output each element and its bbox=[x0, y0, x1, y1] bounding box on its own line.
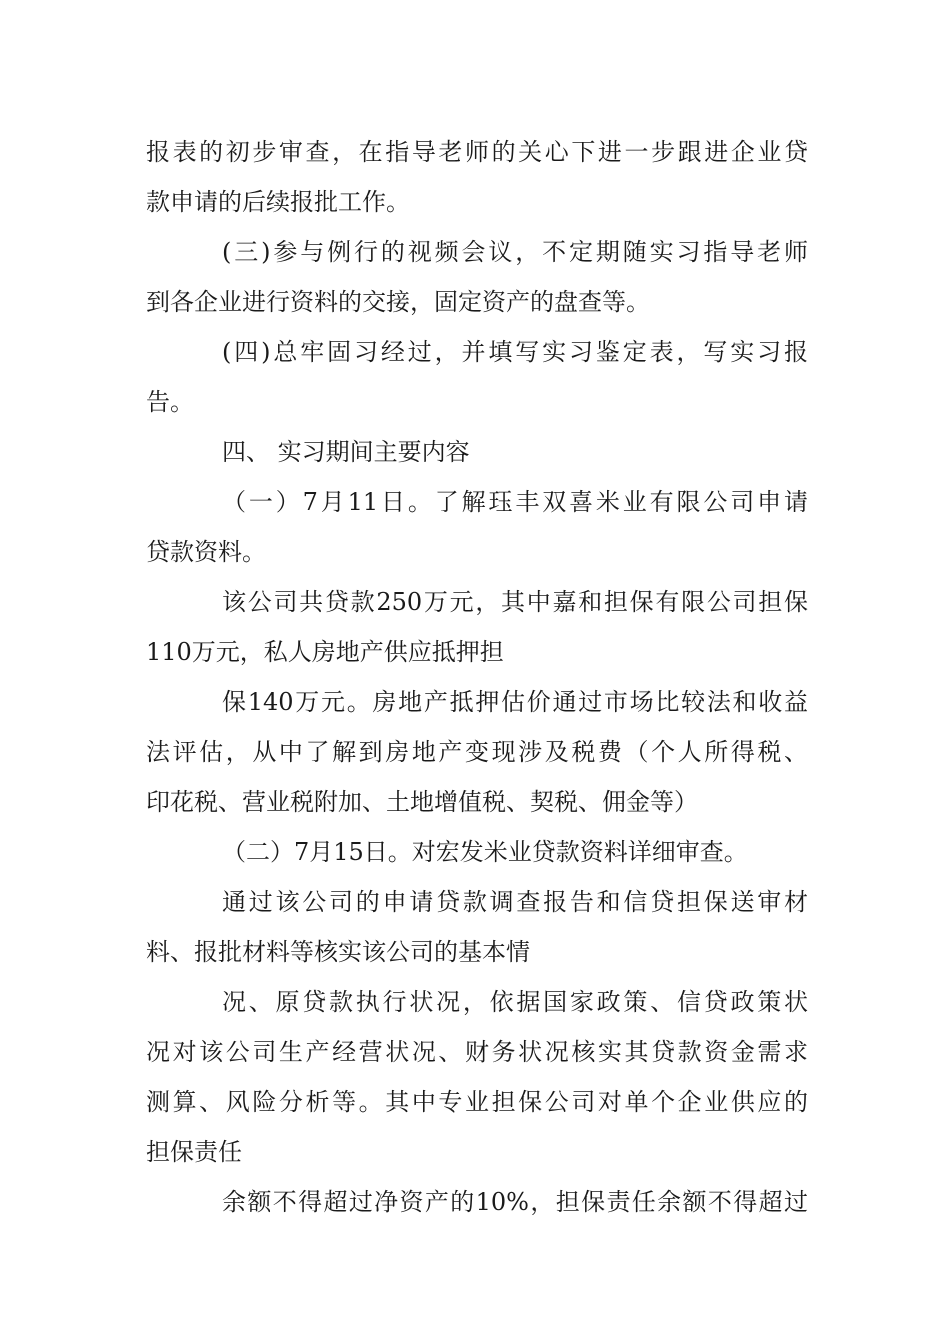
text-line: (三)参与例行的视频会议，不定期随实习指导老师 bbox=[222, 238, 808, 266]
text-line: 担保责任 bbox=[146, 1138, 242, 1166]
text-line: 料、报批材料等核实该公司的基本情 bbox=[146, 938, 530, 966]
text-line: 告。 bbox=[146, 388, 194, 416]
text-line: （二）7月15日。对宏发米业贷款资料详细审查。 bbox=[222, 838, 748, 866]
text-line: 况、原贷款执行状况，依据国家政策、信贷政策状 bbox=[222, 988, 808, 1016]
text-line: 余额不得超过净资产的10%，担保责任余额不得超过 bbox=[222, 1188, 808, 1216]
text-line: 测算、风险分析等。其中专业担保公司对单个企业供应的 bbox=[146, 1088, 808, 1116]
text-line: 110万元，私人房地产供应抵押担 bbox=[146, 638, 504, 666]
text-line: 保140万元。房地产抵押估价通过市场比较法和收益 bbox=[222, 688, 808, 716]
text-line: 款申请的后续报批工作。 bbox=[146, 188, 410, 216]
text-line: （一）7月11日。了解珏丰双喜米业有限公司申请 bbox=[222, 488, 808, 516]
text-line: 况对该公司生产经营状况、财务状况核实其贷款资金需求 bbox=[146, 1038, 808, 1066]
text-line: 该公司共贷款250万元，其中嘉和担保有限公司担保 bbox=[222, 588, 808, 616]
text-line: 法评估，从中了解到房地产变现涉及税费（个人所得税、 bbox=[146, 738, 808, 766]
section-heading: 四、 实习期间主要内容 bbox=[222, 438, 470, 466]
text-line: 贷款资料。 bbox=[146, 538, 266, 566]
text-line: 通过该公司的申请贷款调查报告和信贷担保送审材 bbox=[222, 888, 808, 916]
text-line: (四)总牢固习经过，并填写实习鉴定表，写实习报 bbox=[222, 338, 808, 366]
text-line: 报表的初步审查，在指导老师的关心下进一步跟进企业贷 bbox=[146, 138, 808, 166]
text-line: 到各企业进行资料的交接，固定资产的盘查等。 bbox=[146, 288, 650, 316]
text-line: 印花税、营业税附加、土地增值税、契税、佣金等） bbox=[146, 788, 698, 816]
